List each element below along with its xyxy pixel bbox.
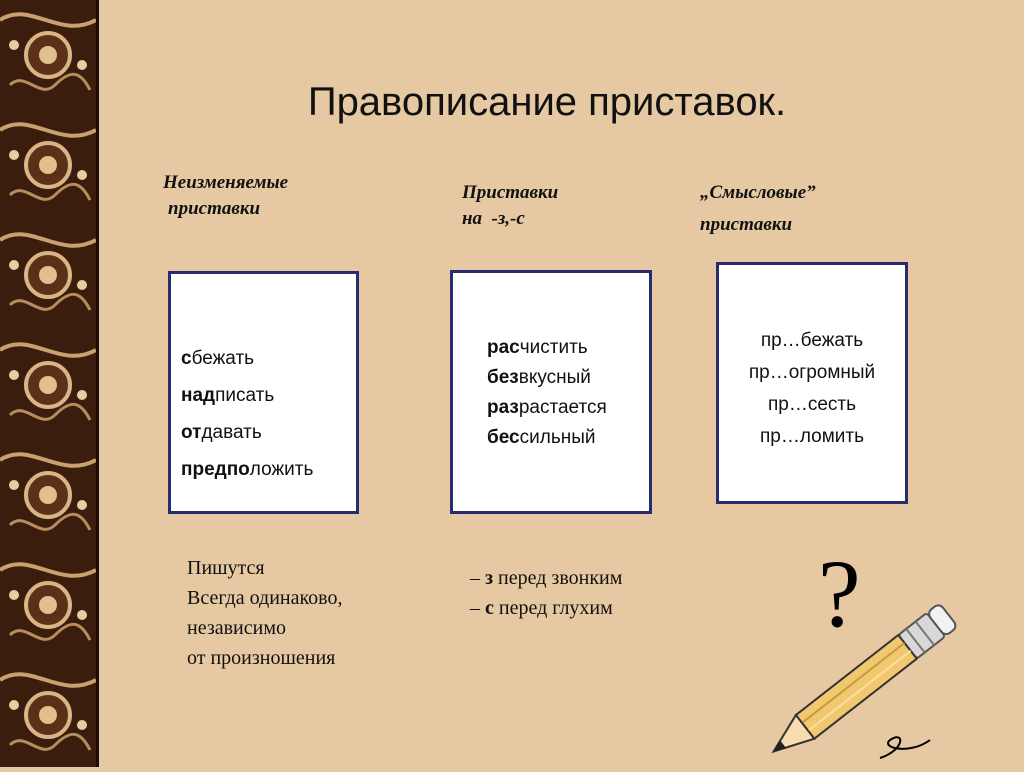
caption-line: приставки <box>168 198 261 219</box>
rule-note-unchangeable: Пишутся Всегда одинаково, независимо от произношения <box>187 557 343 669</box>
rule-note-z-s <box>470 563 622 623</box>
word-item: бессильный <box>487 427 596 448</box>
caption-semantic <box>700 180 816 238</box>
word-item: разрастается <box>487 397 607 418</box>
rule-line: – с перед глухим <box>470 597 613 619</box>
caption-z-s <box>462 180 558 232</box>
word-item: безвкусный <box>487 367 591 388</box>
word-item: отдавать <box>181 422 262 443</box>
pencil-icon <box>730 590 1010 772</box>
caption-line: на -з,-с <box>462 208 525 229</box>
word-item: пр…сесть <box>767 394 857 415</box>
caption-line: приставки <box>700 214 793 235</box>
word-item: предположить <box>181 459 314 480</box>
word-item: надписать <box>181 385 275 406</box>
slide-title: Правописание приставок. <box>307 80 787 124</box>
word-box-z-s <box>450 270 652 514</box>
word-item: пр…ломить <box>760 426 864 447</box>
rule-line: – з перед звонким <box>470 567 623 589</box>
word-item: пр…бежать <box>760 330 864 351</box>
caption-line: Приставки <box>462 182 559 203</box>
caption-line: „Смысловые” <box>700 182 816 203</box>
word-box-semantic <box>716 262 908 504</box>
caption-unchangeable <box>163 170 288 222</box>
question-mark: ? <box>818 540 861 647</box>
caption-line: Неизменяемые <box>163 172 289 193</box>
word-item: сбежать <box>181 348 255 369</box>
word-item: пр…огромный <box>748 362 876 383</box>
word-box-unchangeable <box>168 271 359 514</box>
word-item: расчистить <box>487 337 588 358</box>
